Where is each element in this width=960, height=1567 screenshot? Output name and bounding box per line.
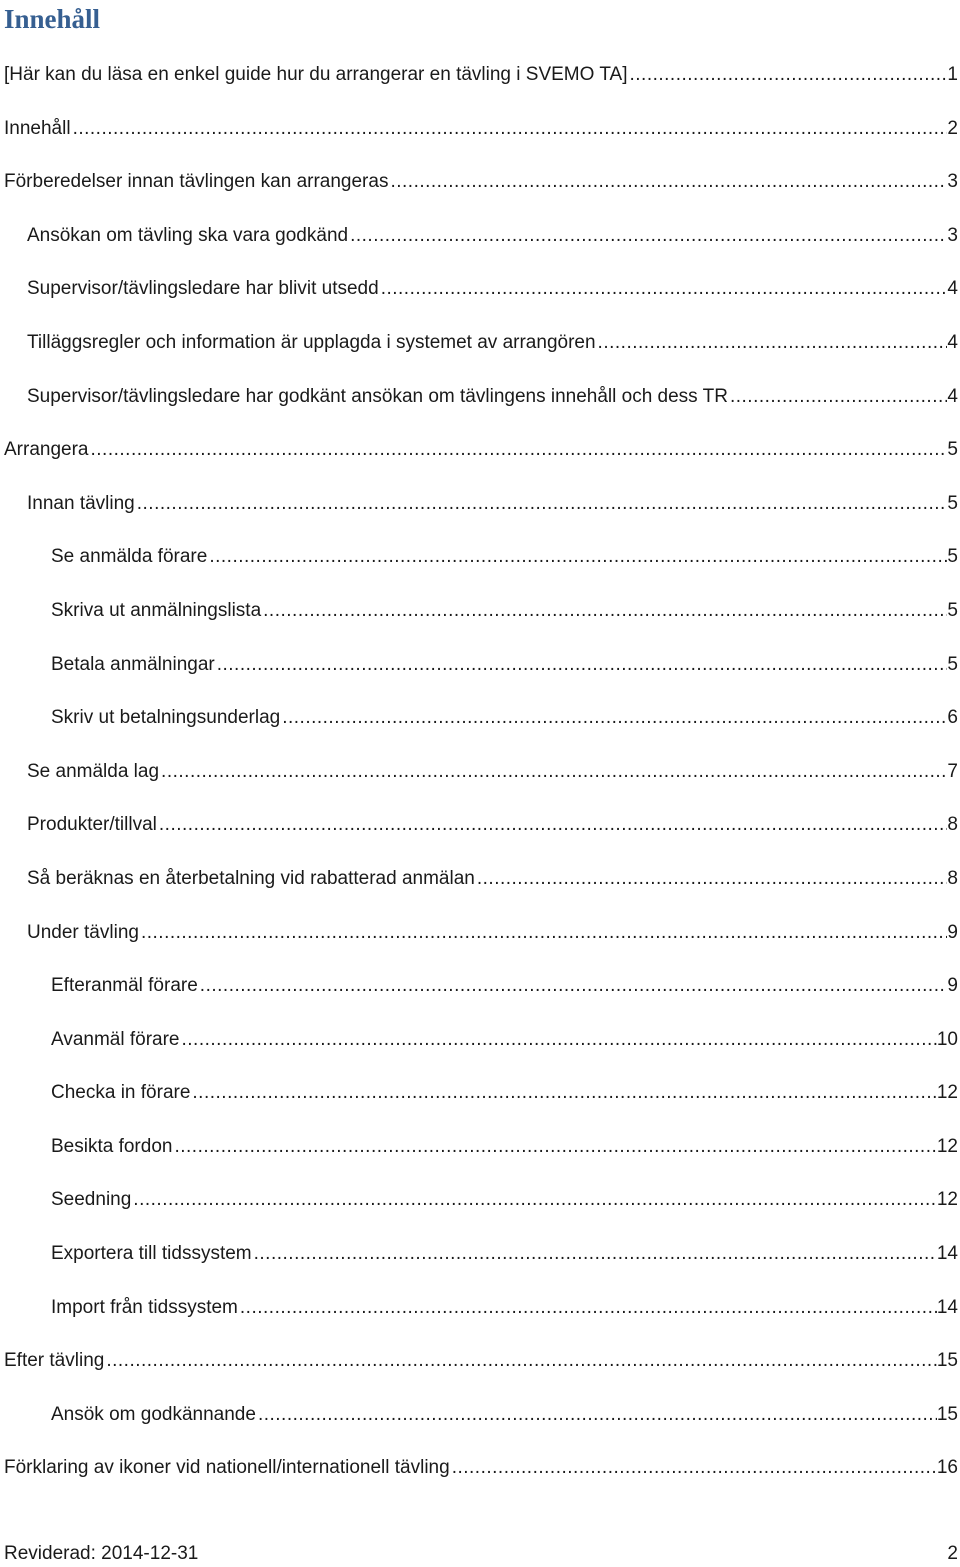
toc-entry[interactable] xyxy=(0,691,960,745)
dot-leader xyxy=(450,1441,937,1495)
toc-entry[interactable] xyxy=(0,370,960,424)
toc-entry[interactable] xyxy=(0,1441,960,1495)
toc-entry-page: 4 xyxy=(947,278,958,300)
toc-entry[interactable] xyxy=(0,745,960,799)
dot-leader xyxy=(348,209,947,263)
dot-leader xyxy=(207,530,947,584)
toc-entry-title: Innehåll xyxy=(4,117,71,139)
toc-entry-page: 8 xyxy=(947,867,958,889)
toc-entry-title: Supervisor/tävlingsledare har blivit utsedd xyxy=(27,278,379,300)
toc-entry-page: 5 xyxy=(947,653,958,675)
revised-date: Reviderad: 2014-12-31 xyxy=(4,1543,199,1564)
dot-leader xyxy=(379,262,948,316)
toc-entry-title: Betala anmälningar xyxy=(51,653,215,675)
toc-entry-title: Besikta fordon xyxy=(51,1135,173,1157)
dot-leader xyxy=(728,370,947,424)
toc-entry[interactable] xyxy=(0,1227,960,1281)
toc-entry-title: Efteranmäl förare xyxy=(51,975,198,997)
toc-entry[interactable] xyxy=(0,530,960,584)
toc-entry-title: Supervisor/tävlingsledare har godkänt ansökan om tävlingens innehåll och dess TR xyxy=(27,385,728,407)
toc-entry-page: 6 xyxy=(947,707,958,729)
toc-entry-page: 2 xyxy=(947,117,958,139)
dot-leader xyxy=(139,906,947,960)
toc-entry[interactable] xyxy=(0,584,960,638)
dot-leader xyxy=(131,1173,937,1227)
toc-entry-page: 9 xyxy=(947,975,958,997)
page-number: 2 xyxy=(947,1543,958,1564)
dot-leader xyxy=(215,638,948,692)
toc-entry[interactable] xyxy=(0,102,960,156)
dot-leader xyxy=(157,798,948,852)
toc-entry[interactable] xyxy=(0,1388,960,1442)
toc-entry[interactable] xyxy=(0,1334,960,1388)
dot-leader xyxy=(172,1120,936,1174)
dot-leader xyxy=(280,691,947,745)
toc-entry-title: Efter tävling xyxy=(4,1350,105,1372)
dot-leader xyxy=(180,1013,937,1067)
dot-leader xyxy=(190,1066,936,1120)
toc-entry-title: Skriv ut betalningsunderlag xyxy=(51,707,281,729)
toc-entry[interactable] xyxy=(0,1013,960,1067)
toc-entry-title: Se anmälda lag xyxy=(27,760,160,782)
dot-leader xyxy=(475,852,948,906)
toc-entry-title: Under tävling xyxy=(27,921,139,943)
toc-entry-title: Exportera till tidssystem xyxy=(51,1243,252,1265)
toc-entry-title: Seedning xyxy=(51,1189,132,1211)
toc-entry-title: Arrangera xyxy=(4,439,89,461)
toc-entry-title: Import från tidssystem xyxy=(51,1296,238,1318)
toc-entry[interactable] xyxy=(0,906,960,960)
toc-heading: Innehåll xyxy=(4,4,101,34)
toc-entry-page: 10 xyxy=(936,1028,958,1050)
toc-entry-title: Skriva ut anmälningslista xyxy=(51,599,262,621)
dot-leader xyxy=(198,959,948,1013)
dot-leader xyxy=(388,155,947,209)
toc-entry[interactable] xyxy=(0,477,960,531)
toc-entry-page: 12 xyxy=(936,1082,958,1104)
toc-entry[interactable] xyxy=(0,1281,960,1335)
dot-leader xyxy=(256,1388,937,1442)
toc-entry-title: Förklaring av ikoner vid nationell/internationell tävling xyxy=(4,1457,450,1479)
toc-entry-title: Avanmäl förare xyxy=(51,1028,180,1050)
toc-entry-page: 4 xyxy=(947,331,958,353)
toc-entry-page: 15 xyxy=(936,1350,958,1372)
toc-entry-page: 12 xyxy=(936,1135,958,1157)
dot-leader xyxy=(104,1334,937,1388)
toc-entry-page: 5 xyxy=(947,599,958,621)
dot-leader xyxy=(89,423,948,477)
toc-entry-page: 8 xyxy=(947,814,958,836)
dot-leader xyxy=(238,1281,937,1335)
toc-entry-page: 3 xyxy=(947,224,958,246)
toc-entry-page: 5 xyxy=(947,492,958,514)
dot-leader xyxy=(596,316,948,370)
dot-leader xyxy=(252,1227,937,1281)
toc-entry-page: 9 xyxy=(947,921,958,943)
toc-entry-page: 5 xyxy=(947,439,958,461)
toc-entry[interactable] xyxy=(0,262,960,316)
toc-entry[interactable] xyxy=(0,852,960,906)
toc-entry[interactable] xyxy=(0,48,960,102)
toc-entry[interactable] xyxy=(0,638,960,692)
toc-entry-page: 7 xyxy=(947,760,958,782)
toc-entry-title: [Här kan du läsa en enkel guide hur du arrangerar en tävling i SVEMO TA] xyxy=(4,64,628,85)
toc-entry-title: Tilläggsregler och information är upplagda i systemet av arrangören xyxy=(27,331,596,353)
toc-entry[interactable] xyxy=(0,316,960,370)
toc-entry-page: 14 xyxy=(936,1296,958,1318)
toc-entry[interactable] xyxy=(0,423,960,477)
toc-entry-title: Så beräknas en återbetalning vid rabatterad anmälan xyxy=(27,867,475,889)
toc-entry[interactable] xyxy=(0,1120,960,1174)
toc-entry[interactable] xyxy=(0,798,960,852)
toc-entry[interactable] xyxy=(0,1173,960,1227)
toc-entry-page: 12 xyxy=(936,1189,958,1211)
toc-entry-page: 5 xyxy=(947,546,958,568)
toc-entry-title: Ansök om godkännande xyxy=(51,1403,256,1425)
toc-entry[interactable] xyxy=(0,1066,960,1120)
toc-entry-page: 14 xyxy=(936,1243,958,1265)
toc-entry-title: Se anmälda förare xyxy=(51,546,208,568)
dot-leader xyxy=(261,584,947,638)
dot-leader xyxy=(135,477,948,531)
toc-entry-title: Ansökan om tävling ska vara godkänd xyxy=(27,224,349,246)
toc-entry[interactable] xyxy=(0,209,960,263)
toc-entry-title: Innan tävling xyxy=(27,492,135,514)
table-of-contents xyxy=(0,48,960,1495)
toc-entry-page: 15 xyxy=(936,1403,958,1425)
dot-leader xyxy=(71,102,948,156)
toc-entry-page: 1 xyxy=(947,64,958,85)
dot-leader xyxy=(159,745,947,799)
toc-entry-title: Förberedelser innan tävlingen kan arrangeras xyxy=(4,171,389,193)
page-footer xyxy=(4,1541,958,1567)
toc-entry[interactable] xyxy=(0,959,960,1013)
toc-entry-title: Checka in förare xyxy=(51,1082,191,1104)
dot-leader xyxy=(627,48,947,102)
toc-entry[interactable] xyxy=(0,155,960,209)
toc-entry-page: 3 xyxy=(947,171,958,193)
toc-entry-page: 16 xyxy=(936,1457,958,1479)
toc-entry-title: Produkter/tillval xyxy=(27,814,157,836)
toc-entry-page: 4 xyxy=(947,385,958,407)
